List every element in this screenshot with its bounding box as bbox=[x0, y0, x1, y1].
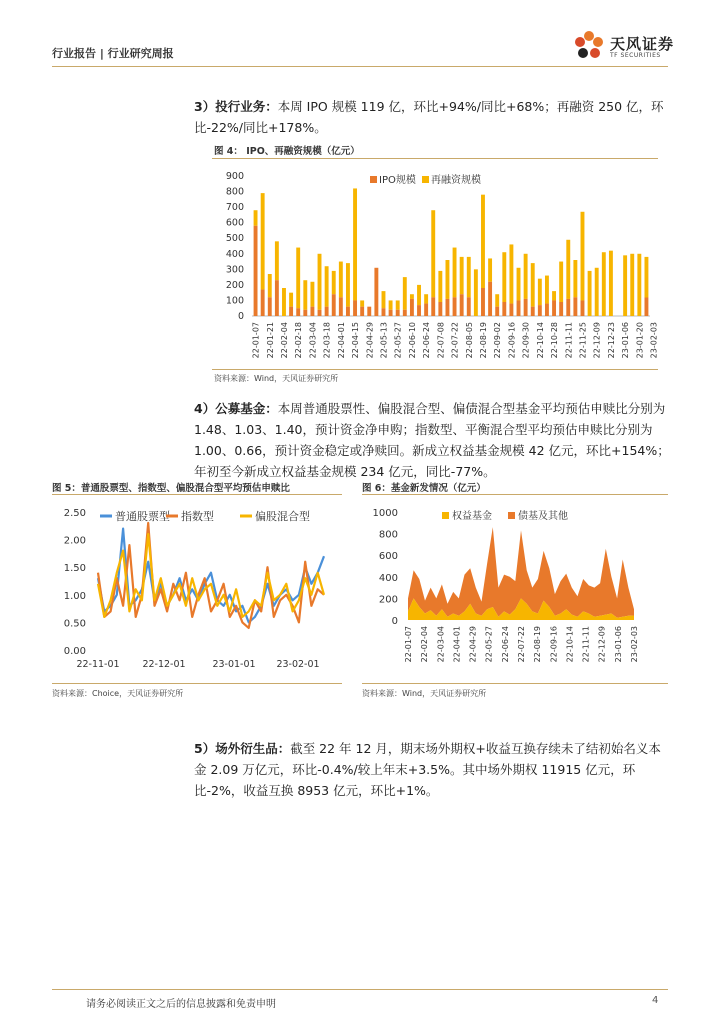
x-tick-label: 22-08-19 bbox=[533, 626, 543, 663]
legend-label: 偏股混合型 bbox=[255, 510, 310, 523]
ipo-bar bbox=[517, 300, 521, 316]
y-tick-label: 300 bbox=[225, 264, 244, 276]
paragraph-otc-derivatives bbox=[194, 738, 672, 801]
x-tick-label: 22-12-09 bbox=[592, 322, 602, 359]
refinancing-bar bbox=[453, 248, 457, 298]
ipo-bar bbox=[559, 302, 563, 316]
y-tick-label: 2.50 bbox=[63, 508, 86, 519]
ipo-bar bbox=[524, 299, 528, 316]
refinancing-bar bbox=[431, 210, 435, 297]
ipo-bar bbox=[424, 304, 428, 316]
x-tick-label: 22-07-22 bbox=[517, 626, 526, 663]
refinancing-bar bbox=[517, 268, 521, 301]
ipo-bar bbox=[545, 304, 549, 316]
figure-5-chart bbox=[52, 500, 344, 678]
refinancing-bar bbox=[644, 257, 648, 298]
refinancing-bar bbox=[545, 276, 549, 304]
refinancing-bar bbox=[282, 288, 286, 316]
x-tick-label: 22-03-18 bbox=[322, 322, 332, 359]
x-tick-label: 22-05-27 bbox=[484, 626, 494, 663]
ipo-bar bbox=[325, 307, 329, 316]
refinancing-bar bbox=[303, 280, 307, 310]
ipo-bar bbox=[275, 280, 279, 316]
figure-6-chart bbox=[362, 500, 668, 682]
x-tick-label: 23-01-20 bbox=[635, 322, 645, 359]
ipo-bar bbox=[339, 297, 343, 316]
figure-4-title: 图 4： IPO、再融资规模（亿元） bbox=[214, 146, 360, 157]
y-tick-label: 0.00 bbox=[63, 646, 86, 657]
y-tick-label: 700 bbox=[225, 202, 244, 214]
logo-text-cn: 天风证券 bbox=[610, 35, 675, 53]
y-tick-label: 900 bbox=[225, 171, 244, 182]
refinancing-bar bbox=[396, 300, 400, 309]
ipo-bar bbox=[445, 299, 449, 316]
x-tick-label: 22-01-07 bbox=[251, 322, 261, 359]
x-tick-label: 22-06-24 bbox=[422, 322, 432, 359]
x-tick-label: 22-11-25 bbox=[578, 322, 588, 359]
x-tick-label: 22-04-15 bbox=[351, 322, 361, 359]
ipo-bar bbox=[410, 299, 414, 316]
x-tick-label: 22-11-11 bbox=[581, 626, 591, 663]
refinancing-bar bbox=[325, 266, 329, 306]
refinancing-bar bbox=[552, 291, 556, 300]
x-tick-label: 23-01-01 bbox=[212, 659, 256, 670]
refinancing-bar bbox=[254, 210, 258, 226]
y-tick-label: 1.50 bbox=[63, 563, 86, 575]
footer-divider bbox=[52, 989, 668, 990]
x-tick-label: 22-09-30 bbox=[521, 322, 531, 359]
ipo-bar bbox=[396, 310, 400, 316]
ipo-bar bbox=[644, 297, 648, 316]
legend-refi-swatch bbox=[422, 176, 429, 183]
refinancing-bar bbox=[438, 271, 442, 302]
refinancing-bar bbox=[581, 212, 585, 301]
ipo-bar bbox=[296, 308, 300, 316]
refinancing-bar bbox=[296, 248, 300, 309]
figure-4-top-line bbox=[212, 158, 658, 159]
refinancing-bar bbox=[310, 282, 314, 307]
refinancing-bar bbox=[360, 300, 364, 306]
x-tick-label: 22-12-23 bbox=[606, 322, 616, 359]
legend-label: 指数型 bbox=[181, 510, 214, 523]
refinancing-bar bbox=[488, 258, 492, 281]
refinancing-bar bbox=[559, 262, 563, 302]
refinancing-bar bbox=[467, 257, 471, 297]
x-tick-label: 22-11-01 bbox=[76, 659, 120, 670]
refinancing-bar bbox=[623, 255, 627, 316]
refinancing-bar bbox=[588, 271, 592, 316]
ipo-bar bbox=[367, 307, 371, 316]
y-tick-label: 600 bbox=[378, 551, 398, 563]
ipo-bar bbox=[403, 310, 407, 316]
ipo-bar bbox=[438, 302, 442, 316]
x-tick-label: 22-02-04 bbox=[420, 626, 430, 663]
y-tick-label: 800 bbox=[225, 186, 244, 198]
x-tick-label: 22-04-01 bbox=[452, 626, 462, 663]
x-tick-label: 22-01-21 bbox=[265, 322, 275, 359]
figure-5-top-line bbox=[52, 494, 342, 495]
refinancing-bar bbox=[289, 293, 293, 307]
legend-bond-swatch bbox=[508, 512, 515, 519]
x-tick-label: 22-10-14 bbox=[535, 322, 545, 359]
paragraph-label: 3）投行业务： bbox=[194, 99, 278, 114]
ipo-bar bbox=[495, 307, 499, 316]
refinancing-bar bbox=[445, 260, 449, 299]
y-tick-label: 1000 bbox=[372, 508, 398, 519]
y-tick-label: 400 bbox=[225, 248, 244, 260]
ipo-bar bbox=[481, 288, 485, 316]
x-tick-label: 22-02-18 bbox=[294, 322, 304, 359]
legend-equity-label: 权益基金 bbox=[452, 511, 492, 522]
figure-5-source: 资料来源：Choice，天风证券研究所 bbox=[52, 689, 184, 698]
figure-6-bottom-line bbox=[362, 683, 668, 684]
ipo-bar bbox=[382, 308, 386, 316]
refinancing-bar bbox=[410, 294, 414, 299]
paragraph-body: 截至 22 年 12 月，期末场外期权+收益互换存续未了结初始名义本金 2.09 万亿元，环比-0.4%/较上年末+3.5%。其中场外期权 11915 亿元，环比-2%，收益互换 8953 亿元，环比+1%。 bbox=[194, 741, 661, 798]
refinancing-bar bbox=[573, 260, 577, 297]
x-tick-label: 22-01-07 bbox=[404, 626, 413, 663]
x-tick-label: 22-12-01 bbox=[142, 659, 186, 670]
legend-ipo-label: IPO规模 bbox=[379, 175, 416, 186]
x-tick-label: 23-02-03 bbox=[630, 626, 639, 663]
figure-4-bottom-line bbox=[212, 369, 658, 370]
x-tick-label: 22-02-04 bbox=[279, 322, 289, 359]
ipo-bar bbox=[254, 226, 258, 316]
x-tick-label: 22-09-02 bbox=[493, 322, 503, 359]
x-tick-label: 22-03-04 bbox=[436, 626, 446, 663]
y-tick-label: 400 bbox=[378, 572, 398, 584]
x-tick-label: 22-05-27 bbox=[393, 322, 403, 359]
x-tick-label: 22-07-22 bbox=[450, 322, 460, 359]
refinancing-bar bbox=[609, 251, 613, 316]
refinancing-bar bbox=[602, 252, 606, 316]
refinancing-bar bbox=[382, 291, 386, 308]
refinancing-bar bbox=[509, 244, 513, 303]
y-tick-label: 100 bbox=[225, 295, 244, 307]
refinancing-bar bbox=[495, 294, 499, 306]
ipo-bar bbox=[431, 297, 435, 316]
x-tick-label: 22-04-01 bbox=[336, 322, 346, 359]
ipo-bar bbox=[374, 268, 378, 316]
y-tick-label: 1.00 bbox=[63, 590, 86, 602]
refinancing-bar bbox=[403, 277, 407, 310]
refinancing-bar bbox=[595, 268, 599, 316]
legend-equity-swatch bbox=[442, 512, 449, 519]
ipo-bar bbox=[531, 307, 535, 316]
figure-6-title: 图 6：基金新发情况（亿元） bbox=[362, 483, 486, 494]
y-tick-label: 600 bbox=[225, 217, 244, 229]
company-logo bbox=[571, 28, 607, 64]
ipo-bar bbox=[453, 297, 457, 316]
y-tick-label: 200 bbox=[378, 594, 398, 606]
figure-6-source: 资料来源：Wind，天风证券研究所 bbox=[362, 689, 487, 698]
ipo-bar bbox=[303, 310, 307, 316]
ipo-bar bbox=[346, 307, 350, 316]
refinancing-bar bbox=[353, 188, 357, 300]
page-number: 4 bbox=[652, 995, 659, 1006]
paragraph-body: 本周普通股票性、偏股混合型、偏债混合型基金平均预估申赎比分别为 1.48、1.03、1.40，预计资金净申购；指数型、平衡混合型平均预估申赎比分别为 1.00、0.66，预计资金稳定或净赎回。新成立权益基金规模 42 亿元，环比+154%；年初至今新成立权益基金规模 234 亿元，同比-77%。 bbox=[194, 401, 670, 479]
figure-4-chart bbox=[212, 162, 662, 367]
ipo-bar bbox=[566, 299, 570, 316]
legend-ipo-swatch bbox=[370, 176, 377, 183]
y-tick-label: 200 bbox=[225, 279, 244, 291]
figure-5-title: 图 5：普通股票型、指数型、偏股混合型平均预估申赎比 bbox=[52, 483, 290, 494]
x-tick-label: 22-08-05 bbox=[464, 322, 474, 359]
x-tick-label: 22-11-11 bbox=[564, 322, 574, 359]
x-tick-label: 22-04-29 bbox=[468, 626, 478, 663]
x-tick-label: 22-12-09 bbox=[597, 626, 607, 663]
refinancing-bar bbox=[332, 271, 336, 294]
ipo-bar bbox=[417, 305, 421, 316]
refinancing-bar bbox=[502, 252, 506, 302]
refinancing-bar bbox=[460, 257, 464, 294]
refinancing-bar bbox=[261, 193, 265, 289]
ipo-bar bbox=[318, 310, 322, 316]
ipo-bar bbox=[360, 307, 364, 316]
y-tick-label: 800 bbox=[378, 529, 398, 541]
x-tick-label: 22-07-08 bbox=[436, 322, 446, 359]
logo-text-en: TF SECURITIES bbox=[610, 52, 661, 59]
figure-4-source: 资料来源：Wind，天风证券研究所 bbox=[214, 374, 339, 383]
paragraph-investment-banking bbox=[194, 96, 672, 138]
y-tick-label: 500 bbox=[225, 233, 244, 245]
refinancing-bar bbox=[424, 294, 428, 303]
ipo-bar bbox=[509, 304, 513, 316]
paragraph-label: 5）场外衍生品： bbox=[194, 741, 291, 756]
legend-bond-label: 债基及其他 bbox=[518, 511, 568, 522]
ipo-bar bbox=[261, 290, 265, 316]
figure-5-bottom-line bbox=[52, 683, 342, 684]
x-tick-label: 22-10-14 bbox=[565, 626, 575, 663]
refinancing-bar bbox=[346, 263, 350, 307]
x-tick-label: 23-01-06 bbox=[621, 322, 631, 359]
refinancing-bar bbox=[474, 269, 478, 316]
ipo-bar bbox=[538, 305, 542, 316]
refinancing-bar bbox=[566, 240, 570, 299]
refinancing-bar bbox=[389, 300, 393, 309]
x-tick-label: 22-10-28 bbox=[550, 322, 560, 359]
paragraph-body: 本周 IPO 规模 119 亿，环比+94%/同比+68%；再融资 250 亿，环比-22%/同比+178%。 bbox=[194, 99, 664, 135]
refinancing-bar bbox=[318, 254, 322, 310]
paragraph-mutual-funds bbox=[194, 398, 672, 482]
footer-disclaimer: 请务必阅读正文之后的信息披露和免责申明 bbox=[86, 999, 276, 1010]
x-tick-label: 22-06-10 bbox=[407, 322, 417, 359]
y-tick-label: 0 bbox=[391, 616, 398, 627]
x-tick-label: 22-04-29 bbox=[365, 322, 375, 359]
paragraph-label: 4）公募基金： bbox=[194, 401, 278, 416]
ipo-bar bbox=[460, 294, 464, 316]
ipo-bar bbox=[573, 297, 577, 316]
x-tick-label: 23-01-06 bbox=[613, 626, 623, 663]
header-title: 行业报告 | 行业研究周报 bbox=[52, 47, 174, 60]
x-tick-label: 23-02-01 bbox=[276, 659, 320, 670]
ipo-bar bbox=[310, 307, 314, 316]
y-tick-label: 0.50 bbox=[63, 618, 86, 630]
refinancing-bar bbox=[630, 254, 634, 316]
refinancing-bar bbox=[538, 279, 542, 305]
ipo-bar bbox=[581, 300, 585, 316]
ipo-bar bbox=[268, 297, 272, 316]
y-tick-label: 0 bbox=[237, 311, 244, 322]
x-tick-label: 23-02-03 bbox=[649, 322, 659, 359]
refinancing-bar bbox=[481, 195, 485, 288]
x-tick-label: 22-05-13 bbox=[379, 322, 389, 359]
ipo-bar bbox=[389, 310, 393, 316]
refinancing-bar bbox=[531, 263, 535, 307]
refinancing-bar bbox=[275, 241, 279, 280]
ipo-bar bbox=[289, 307, 293, 316]
x-tick-label: 22-03-04 bbox=[308, 322, 318, 359]
refinancing-bar bbox=[524, 254, 528, 299]
x-tick-label: 22-06-24 bbox=[500, 626, 510, 663]
legend-label: 普通股票型 bbox=[115, 510, 170, 523]
refinancing-bar bbox=[268, 274, 272, 297]
refinancing-bar bbox=[339, 262, 343, 298]
logo-flower-icon bbox=[571, 28, 607, 64]
header-divider bbox=[52, 66, 668, 67]
ipo-bar bbox=[332, 294, 336, 316]
ipo-bar bbox=[502, 302, 506, 316]
x-tick-label: 22-08-19 bbox=[478, 322, 488, 359]
ipo-bar bbox=[488, 282, 492, 316]
ipo-bar bbox=[353, 300, 357, 316]
refinancing-bar bbox=[417, 285, 421, 305]
ipo-bar bbox=[467, 297, 471, 316]
x-tick-label: 22-09-16 bbox=[507, 322, 517, 359]
x-tick-label: 22-09-16 bbox=[549, 626, 559, 663]
legend-refi-label: 再融资规模 bbox=[431, 175, 481, 186]
ipo-bar bbox=[552, 300, 556, 316]
figure-6-top-line bbox=[362, 494, 668, 495]
y-tick-label: 2.00 bbox=[63, 535, 86, 547]
refinancing-bar bbox=[637, 254, 641, 316]
